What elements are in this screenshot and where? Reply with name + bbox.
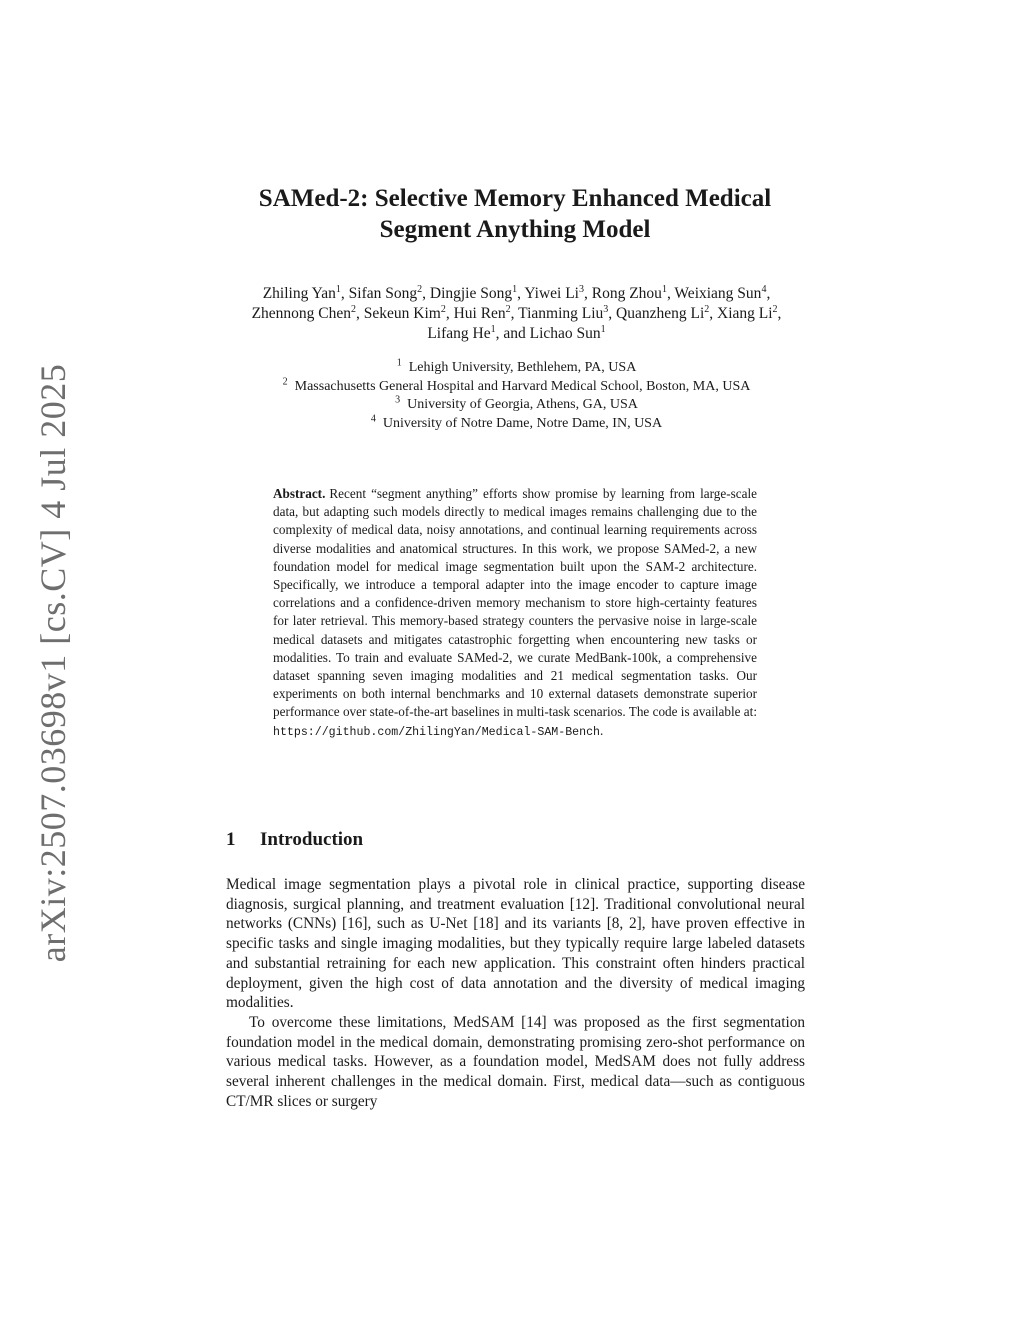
author-affiliation-marker: 2	[704, 303, 710, 315]
author-name: Zhiling Yan$^1$	[262, 283, 341, 302]
affiliation-number: 2	[282, 375, 288, 387]
author-affiliation-marker: 3	[579, 283, 584, 295]
author-name: Zhennong Chen$^2$	[251, 303, 357, 322]
title-line-2: Segment Anything Model	[379, 216, 651, 243]
author-affiliation-marker: 3	[603, 303, 609, 315]
author-name: Weixiang Sun$^4$	[674, 283, 767, 302]
abstract-label: Abstract.	[273, 486, 326, 501]
abstract	[273, 485, 757, 742]
author-affiliation-marker: 1	[490, 323, 496, 335]
affiliation-number: 1	[396, 357, 402, 369]
section-number: 1	[226, 829, 236, 850]
abstract-text: Recent “segment anything” efforts show promise by learning from large-scale data, but adapting such models directly to medical images remains challenging due to the complexity of medical data, noisy annotations, and continual learning requirements across diverse modalities and anatomical structures. In this work, we propose SAMed-2, a new foundation model for medical image segmentation built upon the SAM-2 architecture. Specifically, we introduce a temporal adapter into the image encoder to capture image correlations and a confidence-driven memory mechanism to store high-certainty features for later retrieval. This memory-based strategy counters the pervasive noise in large-scale medical datasets and mitigates catastrophic forgetting when encountering new tasks or modalities. To train and evaluate SAMed-2, we curate MedBank-100k, a comprehensive dataset spanning seven imaging modalities and 21 medical segmentation tasks. Our experiments on both internal benchmarks and 10 external datasets demonstrate superior performance over state-of-the-art baselines in multi-task scenarios. The code is available at:	[273, 486, 757, 720]
abstract-trailing-period: .	[600, 722, 604, 738]
paragraph: Medical image segmentation plays a pivotal role in clinical practice, supporting disease diagnosis, surgical planning, and treatment evaluation [12]. Traditional convolutional neural networks (CNNs) [16], such as U-Net [18] and its variants [8, 2], have proven effective in specific tasks and single imaging modalities, but they typically require large labeled datasets and substantial retraining for each new application. This constraint often hinders practical deployment, given the high cost of data annotation and the diversity of medical imaging modalities.	[226, 876, 805, 1012]
affiliation-list	[224, 359, 809, 433]
author-affiliation-marker: 2	[351, 303, 357, 315]
author-name: Hui Ren$^2$	[453, 303, 511, 322]
author-name: Dingjie Song$^1$	[429, 283, 518, 302]
code-repository-link[interactable]: https://github.com/ZhilingYan/Medical-SAM-Bench	[273, 725, 600, 739]
author-name: Sifan Song$^2$	[348, 283, 423, 302]
arxiv-identifier-stamp: arXiv:2507.03698v1 [cs.CV] 4 Jul 2025	[33, 363, 73, 963]
author-affiliation-marker: 2	[772, 303, 778, 315]
paper-title	[200, 183, 830, 245]
affiliation-number: 4	[370, 412, 376, 424]
author-affiliation-marker: 2	[417, 283, 423, 295]
author-affiliation-marker: 1	[661, 283, 667, 295]
author-name: Lichao Sun$^1$	[529, 323, 606, 342]
author-list: Zhiling Yan$^1$, Sifan Song$^2$, Dingjie Song$^1$, Yiwei Li$^3$, Rong Zhou$^1$, Weixiang Sun$^4$, Zhennong Chen$^2$, Sekeun Kim$^2$, Hui Ren$^2$, Tianming Liu$^3$, Quanzheng Li$^2$, Xiang Li$^2$, Lifang He$^1$, and Lichao Sun$^1$	[251, 283, 782, 342]
affiliation: $^4$ University of Notre Dame, Notre Dame, IN, USA	[370, 412, 663, 431]
author-affiliation-marker: 2	[505, 303, 511, 315]
author-name: Quanzheng Li$^2$	[616, 303, 710, 322]
author-affiliation-marker: 1	[512, 283, 518, 295]
paragraph: To overcome these limitations, MedSAM [14] was proposed as the first segmentation foundation model in the medical domain, demonstrating promising zero-shot performance on various medical tasks. However, as a foundation model, MedSAM does not fully address several inherent challenges in the medical domain. First, medical data—such as contiguous CT/MR slices or surgery	[226, 1013, 805, 1110]
affiliation: $^1$ Lehigh University, Bethlehem, PA, USA	[396, 357, 637, 375]
section-heading-introduction	[226, 829, 363, 851]
author-name: Xiang Li$^2$	[717, 303, 778, 322]
author-affiliation-marker: 4	[761, 283, 767, 295]
affiliation: $^3$ University of Georgia, Athens, GA, USA	[395, 394, 638, 412]
section-title: Introduction	[260, 829, 364, 850]
author-name: Yiwei Li$^3$	[524, 283, 584, 302]
author-affiliation-marker: 1	[600, 323, 606, 335]
author-affiliation-marker: 1	[335, 283, 341, 295]
author-name: Lifang He$^1$	[427, 323, 496, 342]
author-name: Rong Zhou$^1$	[591, 283, 667, 302]
introduction-body	[226, 875, 805, 1111]
affiliation-number: 3	[395, 394, 401, 406]
title-line-1: SAMed-2: Selective Memory Enhanced Medical	[258, 185, 772, 212]
author-affiliation-marker: 2	[440, 303, 446, 315]
affiliation: $^2$ Massachusetts General Hospital and Harvard Medical School, Boston, MA, USA	[282, 375, 751, 394]
author-name: Tianming Liu$^3$	[518, 303, 609, 322]
author-name: Sekeun Kim$^2$	[363, 303, 446, 322]
